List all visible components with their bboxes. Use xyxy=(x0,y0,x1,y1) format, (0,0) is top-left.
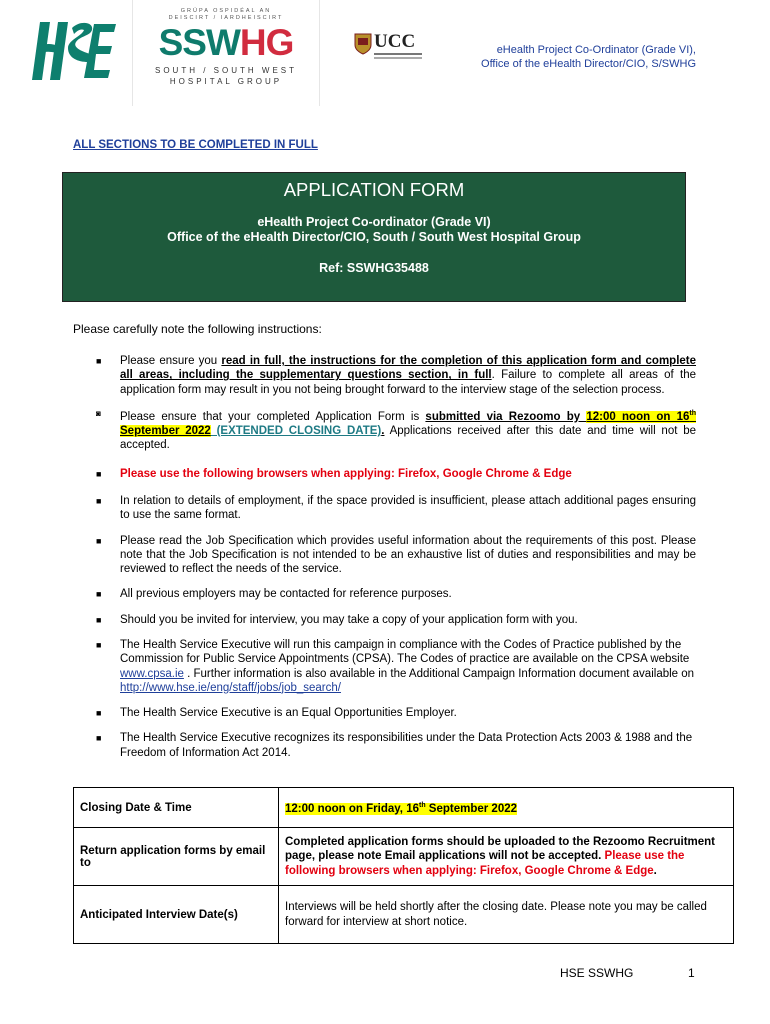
banner-line: eHealth Project Co-ordinator (Grade VI) xyxy=(257,215,491,229)
list-item: ◙ Please ensure that your completed Application Form is submitted via Rezoomo by 12:00 noon on 16th September 2022 (EXTENDED CLOSING DATE). Applications received after this date and time will not be accepted. xyxy=(96,408,696,452)
ucc-name: UCC xyxy=(374,31,416,52)
sswhg-sub-line: HOSPITAL GROUP xyxy=(169,77,283,86)
banner-ref: Ref: SSWHG35488 xyxy=(319,261,429,275)
footer-org: HSE SSWHG xyxy=(560,966,634,980)
list-item: ■ The Health Service Executive recognizes its responsibilities under the Data Protection Acts 2003 & 1988 and the Freedom of Information Act 2014. xyxy=(96,732,693,759)
banner-title: APPLICATION FORM xyxy=(283,179,465,200)
table-row xyxy=(74,886,734,944)
closing-date-value: 12:00 noon on Friday, 16th September 2022 xyxy=(279,788,734,828)
instructions-intro: Please carefully note the following instructions: xyxy=(73,322,322,336)
closing-info-table xyxy=(73,787,734,944)
application-form-banner xyxy=(62,172,686,302)
sswhg-irish-line: GRÚPA OSPIDÉAL AN xyxy=(180,8,272,14)
list-item: ■ Please use the following browsers when applying: Firefox, Google Chrome & Edge xyxy=(96,467,572,480)
sswhg-irish-line: DEISCIRT / IARDHEISCIRT xyxy=(168,15,284,21)
return-forms-label: Return application forms by email to xyxy=(74,828,279,886)
page-number: 1 xyxy=(688,966,695,980)
list-item: ■ Please ensure you read in full, the instructions for the completion of this application form and complete all areas, including the supplementary questions section, in full. Failure to complete all areas of the application form may result in you not being brought forward to the interview stage of the selection process. xyxy=(96,355,697,396)
ucc-crest-icon xyxy=(354,33,372,55)
sswhg-sub-line: SOUTH / SOUTH WEST xyxy=(155,66,297,75)
interview-date-label: Anticipated Interview Date(s) xyxy=(74,886,279,944)
list-item: ■ Should you be invited for interview, you may take a copy of your application form with you. xyxy=(96,613,578,626)
instructions-list xyxy=(96,354,696,760)
list-item: ■ Please read the Job Specification which provides useful information about the requirements of this post. Please note that the Job Specification is not intended to be an exhaustive list of duties and responsibilities and may be reviewed to reflect the needs of the service. xyxy=(96,534,696,576)
interview-date-value: Interviews will be held shortly after the closing date. Please note you may be called forward for interview at short notice. xyxy=(279,886,734,944)
sswhg-logo xyxy=(132,0,320,106)
hse-jobs-link[interactable]: http://www.hse.ie/eng/staff/jobs/job_search/ xyxy=(120,681,341,694)
closing-date-label: Closing Date & Time xyxy=(74,788,279,828)
sections-note: ALL SECTIONS TO BE COMPLETED IN FULL xyxy=(73,139,318,151)
list-item: ■ The Health Service Executive will run this campaign in compliance with the Codes of Practice published by the Commission for Public Service Appointments (CPSA). The Codes of practice are available on the CPSA website www.cpsa.ie . Further information is also available in the Additional Campaign Information document available on http://www.hse.ie/eng/staff/jobs/job_search/ xyxy=(96,638,695,694)
sswhg-name: SSWHG xyxy=(158,22,294,63)
list-item: ■ All previous employers may be contacted for reference purposes. xyxy=(96,588,452,601)
cpsa-link[interactable]: www.cpsa.ie xyxy=(120,667,184,680)
list-item: ■ The Health Service Executive is an Equal Opportunities Employer. xyxy=(96,707,457,720)
table-row xyxy=(74,828,734,886)
table-row xyxy=(74,788,734,828)
list-item: ■ In relation to details of employment, if the space provided is insufficient, please attach additional pages ensuring to use the same format. xyxy=(96,494,696,522)
ucc-logo xyxy=(354,33,426,65)
hse-logo xyxy=(28,18,118,84)
banner-line: Office of the eHealth Director/CIO, South / South West Hospital Group xyxy=(167,230,581,244)
header-job-title: eHealth Project Co-Ordinator (Grade VI), Office of the eHealth Director/CIO, S/SWHG xyxy=(481,44,696,70)
return-forms-value: Completed application forms should be uploaded to the Rezoomo Recruitment page, please note Email applications will not be accepted. Please use the following browsers when applying: Firefox, Google Chrome & Edge. xyxy=(279,828,734,886)
